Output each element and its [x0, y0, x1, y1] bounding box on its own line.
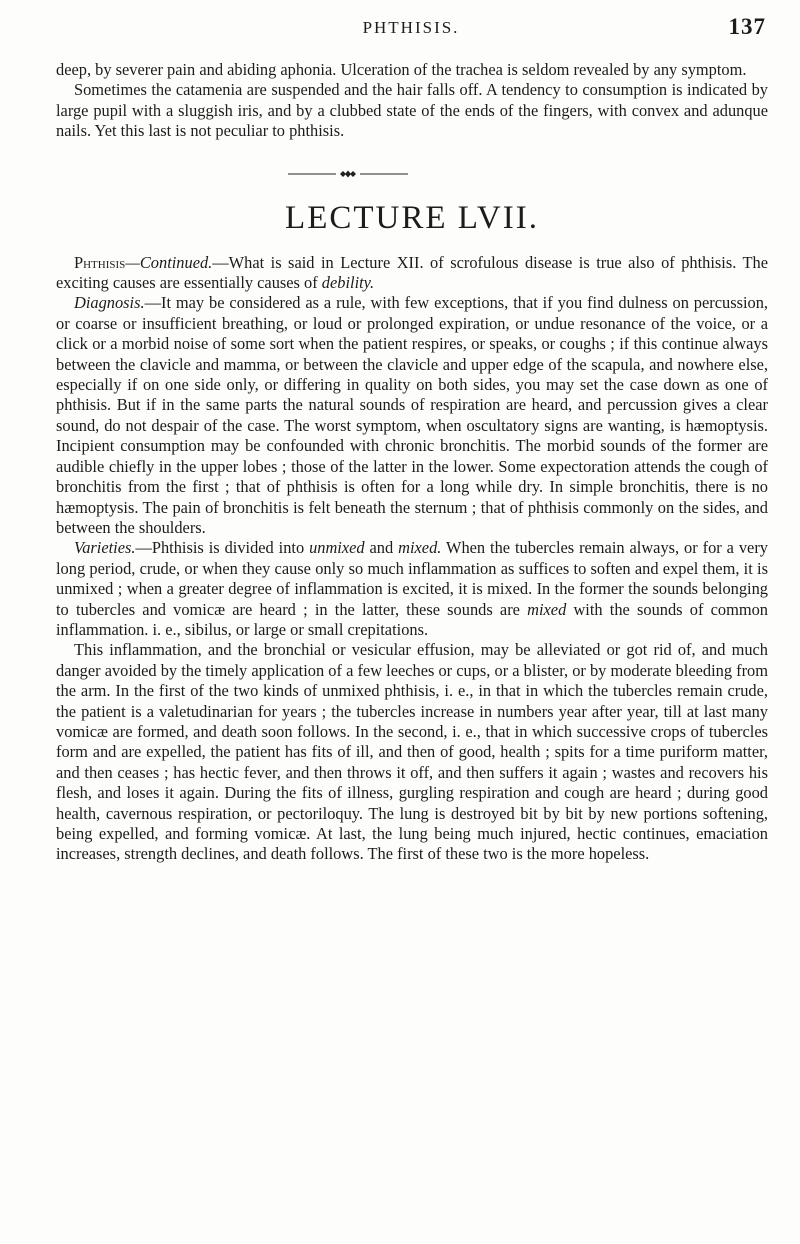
- italic-term-unmixed: unmixed: [309, 538, 365, 558]
- paragraph-text: —What is said in Lecture XII. of scrofulous disease is true also of phthisis. The exciting causes are essentially causes of: [56, 252, 768, 293]
- page-body: [56, 60, 768, 865]
- paragraph-diagnosis: [56, 293, 768, 538]
- paragraph-varieties: [56, 538, 768, 640]
- running-title: PHTHISIS.: [362, 18, 460, 37]
- paragraph-text: When the tubercles remain always, or for a very long period, crude, or when they cause only so much inflammation as suffices to soften and expel them, it is unmixed ; when a greater degree of inflammation is excited, it is mixed. In the former the sounds belonging to tubercles and vomicæ are heard ; in the latter, these sounds are: [56, 538, 768, 619]
- page-number: 137: [728, 14, 766, 39]
- paragraph-text: —Phthisis is divided into: [135, 538, 310, 558]
- paragraph-text: —It may be considered as a rule, with few exceptions, that if you find dulness on percussion, or coarse or insufficient breathing, or loud or prolonged expiration, or undue resonance of the voice, or a click or a morbid noise of some sort when the patient respires, or speaks, or coughs ; if this continue always between the clavicle and mamma, or between the clavicle and upper edge of the scapula, and nowhere else, especially if on one side only, or differing in quality on both sides, you may set the case down as one of phthisis. But if in the same parts the natural sounds of respiration are heard, and percussion gives a clear sound, do not despair of the case. The worst symptom, when oscultatory signs are wanting, is hæmoptysis. Incipient consumption may be confounded with chronic bronchitis. The morbid sounds of the former are audible chiefly in the upper lobes ; those of the latter in the lower. Some expectoration attends the cough of bronchitis from the first ; that of phthisis is often for a long while dry. In simple bronchitis, there is no hæmoptysis. The pain of bronchitis is felt beneath the sternum ; that of phthisis commonly on the sides, and between the shoulders.: [56, 293, 768, 537]
- run-in-term: Phthisis: [74, 252, 126, 272]
- run-in-heading-varieties: Varieties.: [74, 538, 136, 558]
- section-divider-ornament: [288, 168, 408, 180]
- paragraph-inflammation: This inflammation, and the bronchial or vesicular effusion, may be alleviated or got rid of, and much danger avoided by the timely application of a few leeches or cups, or a blister, or by moderate bleeding from the arm. In the first of the two kinds of unmixed phthisis, i. e., in that in which the tubercles remain crude, the patient is a valetudinarian for years ; the tubercles increase in numbers year after year, till at last many vomicæ are formed, and death soon follows. In the second, i. e., that in which successive crops of tubercles form and are expelled, the patient has fits of ill, and then of good, health ; spits for a time puriform matter, and then ceases ; has hectic fever, and then throws it off, and then suffers it again ; wastes and recovers his flesh, and loses it again. During the fits of illness, gurgling respiration and cough are heard ; during good health, cavernous respiration, or pectoriloquy. The lung is destroyed bit by bit by new portions softening, being expelled, and forming vomicæ. At last, the lung being much injured, hectic continues, emaciation increases, strength declines, and death follows. The first of these two is the more hopeless.: [56, 640, 768, 864]
- italic-term-mixed: mixed.: [398, 538, 442, 558]
- paragraph-text: with the sounds of common inflammation. i. e., sibilus, or large or small crepitations.: [56, 599, 768, 639]
- italic-term: debility.: [321, 273, 375, 293]
- running-head: [56, 14, 766, 44]
- intro-paragraph-2: Sometimes the catamenia are suspended and the hair falls off. A tendency to consumption is indicated by large pupil with a sluggish iris, and by a clubbed state of the ends of the fingers, with convex and adunque nails. Yet this last is not peculiar to phthisis.: [56, 80, 768, 141]
- intro-paragraph-1: deep, by severer pain and abiding aphonia. Ulceration of the trachea is seldom revealed by any symptom.: [56, 60, 747, 79]
- paragraph-phthisis-continued: [56, 253, 768, 294]
- lecture-heading: LECTURE LVII.: [285, 199, 539, 236]
- run-in-heading-diagnosis: Diagnosis.: [74, 293, 145, 313]
- paragraph-text: and: [364, 538, 399, 558]
- italic-term-mixed: mixed: [527, 599, 567, 619]
- run-in-italic: —Continued.: [125, 252, 213, 272]
